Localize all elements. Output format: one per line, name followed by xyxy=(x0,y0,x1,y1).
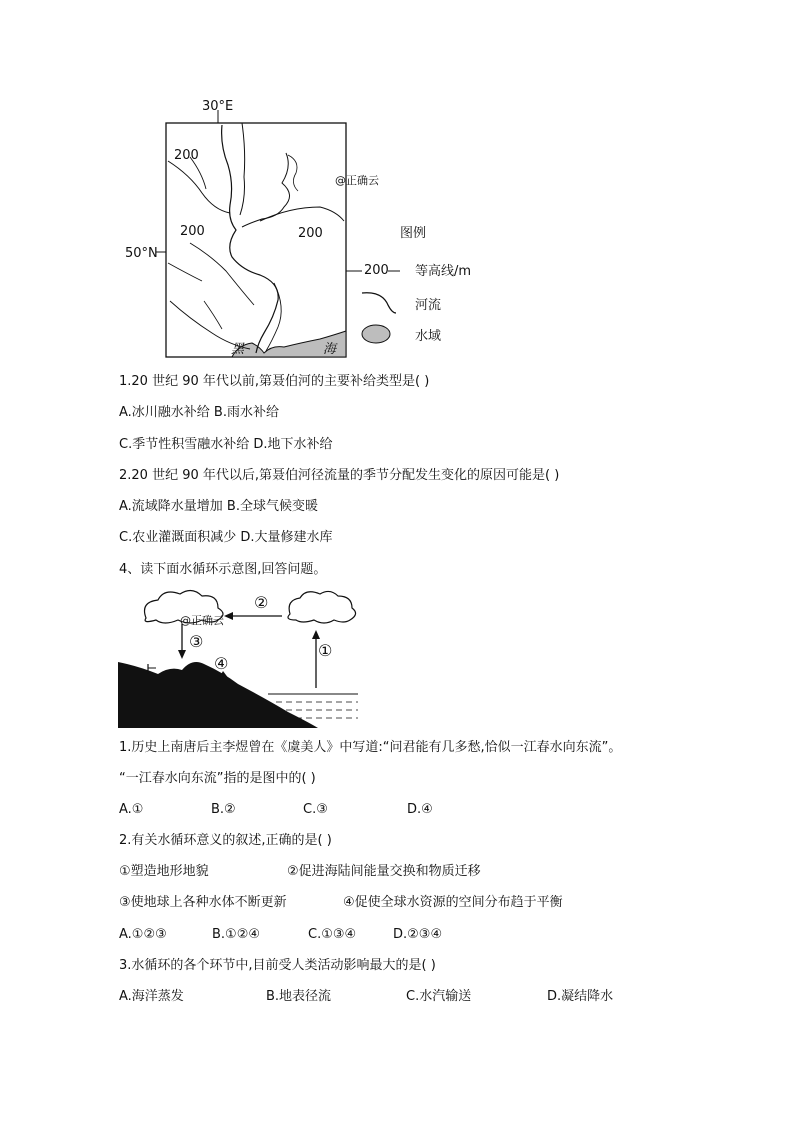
diagram-label-2: ② xyxy=(254,593,269,612)
option-d: D.凝结降水 xyxy=(547,989,614,1004)
option-c: C.①③④ xyxy=(308,927,357,942)
question-1-options: A.冰川融水补给 B.雨水补给 xyxy=(119,405,279,420)
watermark: @正确云 xyxy=(180,614,224,627)
latitude-label: 50°N xyxy=(125,246,158,261)
statement-2: ②促进海陆间能量交换和物质迁移 xyxy=(287,864,481,879)
option-c: C.水汽输送 xyxy=(406,989,472,1004)
legend-title: 图例 xyxy=(400,226,427,241)
option-b: B.② xyxy=(211,802,236,817)
diagram-label-1: ① xyxy=(318,641,333,660)
watermark: @正确云 xyxy=(335,174,379,187)
statement-3: ③使地球上各种水体不断更新 xyxy=(119,895,287,910)
legend-contour-value: 200 xyxy=(364,263,389,278)
contour-label: 200 xyxy=(298,226,323,241)
legend-water-text: 水域 xyxy=(415,329,442,344)
option-a: A.① xyxy=(119,802,144,817)
legend-river-text: 河流 xyxy=(415,298,442,313)
statement-1: ①塑造地形地貌 xyxy=(119,864,209,879)
option-d: D.②③④ xyxy=(393,927,443,942)
legend-contour-text: 等高线/m xyxy=(415,264,472,279)
diagram-label-4: ④ xyxy=(214,654,229,673)
question-1: 1.20 世纪 90 年代以前,第聂伯河的主要补给类型是( ) xyxy=(119,374,430,389)
longitude-label: 30°E xyxy=(202,99,234,114)
option-b: B.①②④ xyxy=(212,927,261,942)
question-1-continued: “一江春水向东流”指的是图中的( ) xyxy=(119,771,316,786)
question-2: 2.有关水循环意义的叙述,正确的是( ) xyxy=(119,833,332,848)
diagram-label-3: ③ xyxy=(189,632,204,651)
option-d: D.④ xyxy=(407,802,433,817)
question-2-options: A.流域降水量增加 B.全球气候变暖 xyxy=(119,499,318,514)
contour-label: 200 xyxy=(180,224,205,239)
question-1-options: C.季节性积雪融水补给 D.地下水补给 xyxy=(119,437,333,452)
statement-4: ④促使全球水资源的空间分布趋于平衡 xyxy=(343,895,563,910)
sea-label: 海 xyxy=(323,342,337,357)
option-b: B.地表径流 xyxy=(266,989,332,1004)
sea-label: 黑 xyxy=(231,342,245,357)
option-a: A.海洋蒸发 xyxy=(119,989,184,1004)
option-a: A.①②③ xyxy=(119,927,167,942)
contour-label: 200 xyxy=(174,148,199,163)
question-2-options: C.农业灌溉面积减少 D.大量修建水库 xyxy=(119,530,333,545)
option-c: C.③ xyxy=(303,802,328,817)
question-3: 3.水循环的各个环节中,目前受人类活动影响最大的是( ) xyxy=(119,958,436,973)
question-2: 2.20 世纪 90 年代以后,第聂伯河径流量的季节分配发生变化的原因可能是( ) xyxy=(119,468,560,483)
section-4-heading: 4、读下面水循环示意图,回答问题。 xyxy=(119,562,327,577)
question-1: 1.历史上南唐后主李煜曾在《虞美人》中写道:“问君能有几多愁,恰似一江春水向东流”。 xyxy=(119,740,622,755)
